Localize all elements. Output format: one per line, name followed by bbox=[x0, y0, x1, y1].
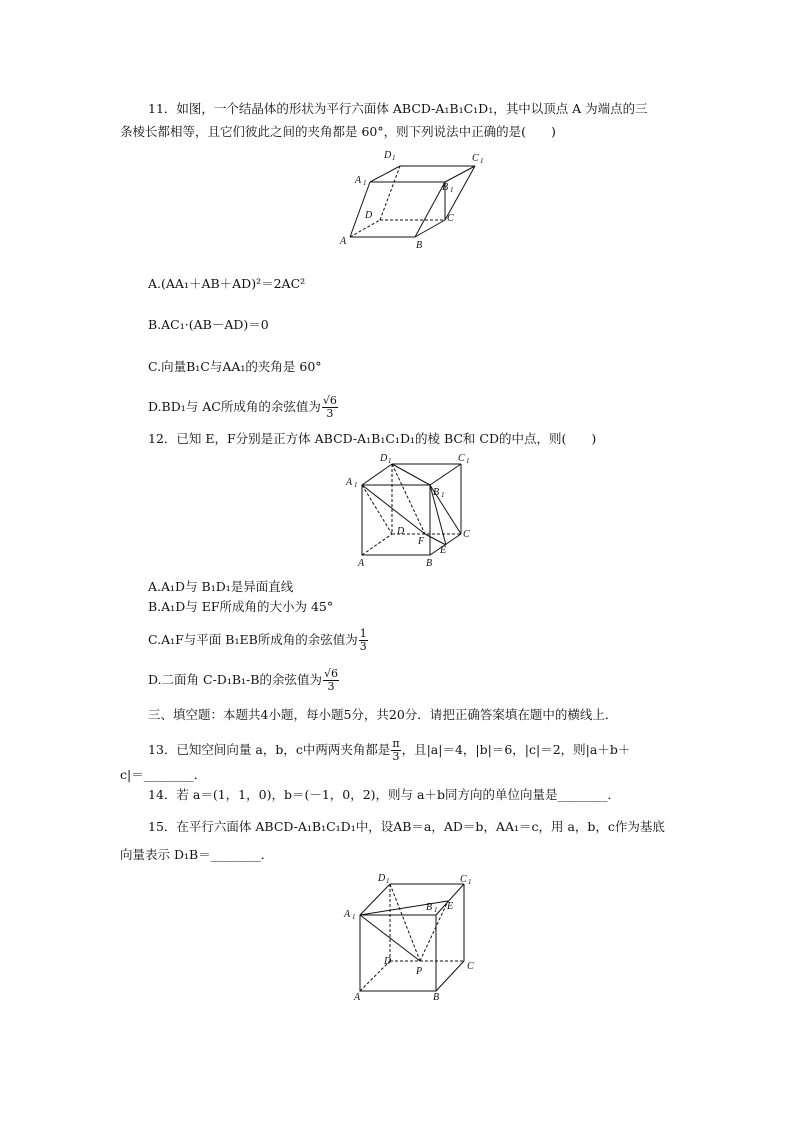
svg-text:C: C bbox=[463, 529, 470, 540]
q12-option-c-fraction bbox=[359, 628, 368, 653]
q15-parallelepiped-figure bbox=[340, 870, 480, 1000]
svg-text:C: C bbox=[460, 874, 467, 885]
q12-option-c-text: C.A₁F与平面 B₁EB所成角的余弦值为 bbox=[148, 632, 358, 647]
q12-option-d-text: D.二面角 C-D₁B₁-B的余弦值为 bbox=[148, 672, 322, 687]
svg-text:C: C bbox=[447, 213, 454, 224]
svg-text:A: A bbox=[354, 992, 361, 1000]
svg-text:1: 1 bbox=[363, 179, 367, 187]
q11-option-d-fraction bbox=[322, 395, 338, 420]
svg-text:D: D bbox=[384, 150, 392, 161]
q11-option-d-text: D.BD₁与 AC所成角的余弦值为 bbox=[148, 399, 321, 414]
svg-text:1: 1 bbox=[468, 878, 472, 886]
svg-text:B: B bbox=[426, 902, 433, 913]
q11-stem-line1: 11．如图，一个结晶体的形状为平行六面体 ABCD-A₁B₁C₁D₁，其中以顶点 A 为端点的三 bbox=[148, 101, 648, 116]
q12-option-d-fraction bbox=[323, 668, 339, 693]
q12-option-c bbox=[148, 628, 369, 653]
q12-cube-figure bbox=[340, 452, 480, 570]
svg-text:B: B bbox=[442, 182, 449, 193]
q12-option-b: B.A₁D与 EF所成角的大小为 45° bbox=[148, 599, 334, 614]
svg-text:D: D bbox=[365, 210, 373, 221]
fraction-numerator: √6 bbox=[322, 394, 337, 407]
svg-text:C: C bbox=[467, 961, 474, 972]
q12-option-d bbox=[148, 668, 340, 693]
svg-text:F: F bbox=[418, 536, 425, 547]
svg-text:1: 1 bbox=[392, 154, 396, 162]
svg-text:E: E bbox=[440, 545, 447, 556]
svg-text:A: A bbox=[344, 909, 351, 920]
q11-option-c: C.向量B₁C与AA₁的夹角是 60° bbox=[148, 359, 322, 374]
section-heading-fill-in: 三、填空题：本题共4小题，每小题5分，共20分．请把正确答案填在题中的横线上． bbox=[148, 707, 618, 722]
q12-stem: 12．已知 E，F分别是正方体 ABCD-A₁B₁C₁D₁的棱 BC和 CD的中点，则( ) bbox=[148, 431, 597, 446]
fraction-denominator: 3 bbox=[392, 750, 400, 763]
svg-text:D: D bbox=[384, 956, 392, 967]
svg-text:B: B bbox=[416, 240, 423, 251]
svg-text:C: C bbox=[458, 453, 465, 464]
q12-option-a: A.A₁D与 B₁D₁是异面直线 bbox=[148, 579, 294, 594]
fraction-denominator: 3 bbox=[327, 680, 335, 693]
q13-fraction bbox=[391, 738, 400, 763]
fraction-numerator: √6 bbox=[323, 667, 338, 680]
fraction-numerator: 1 bbox=[359, 627, 367, 640]
svg-text:P: P bbox=[416, 966, 423, 977]
svg-text:A: A bbox=[358, 558, 365, 569]
svg-text:1: 1 bbox=[450, 186, 454, 194]
q13-stem-line2: c|＝________． bbox=[120, 767, 207, 782]
svg-text:B: B bbox=[433, 487, 440, 498]
fraction-numerator: π bbox=[392, 737, 400, 750]
q11-option-d bbox=[148, 395, 339, 420]
svg-text:D: D bbox=[380, 453, 388, 464]
q11-option-b: B.AC₁·(AB－AD)＝0 bbox=[148, 317, 269, 332]
q13-text-pre: 13．已知空间向量 a，b，c中两两夹角都是 bbox=[148, 742, 391, 757]
svg-text:1: 1 bbox=[434, 906, 438, 914]
svg-text:A: A bbox=[355, 175, 362, 186]
q15-stem-line1: 15．在平行六面体 ABCD-A₁B₁C₁D₁中，设AB＝a，AD＝b，AA₁＝c，用 a，b，c作为基底 bbox=[148, 819, 665, 834]
svg-text:B: B bbox=[426, 558, 433, 569]
q11-stem-line2: 条棱长都相等，且它们彼此之间的夹角都是 60°，则下列说法中正确的是( ) bbox=[120, 124, 556, 139]
q11-parallelepiped-figure bbox=[330, 145, 490, 255]
q15-stem-line2: 向量表示 D₁B＝________． bbox=[120, 847, 274, 862]
svg-text:E: E bbox=[447, 901, 454, 912]
svg-text:1: 1 bbox=[480, 157, 484, 165]
svg-text:B: B bbox=[433, 992, 440, 1000]
svg-text:1: 1 bbox=[466, 457, 470, 465]
q14-stem: 14．若 a＝(1，1，0)，b＝(－1，0，2)，则与 a＋b同方向的单位向量是________． bbox=[148, 787, 620, 802]
svg-text:A: A bbox=[346, 477, 353, 488]
svg-text:1: 1 bbox=[441, 491, 445, 499]
svg-text:A: A bbox=[340, 236, 347, 247]
svg-text:D: D bbox=[397, 526, 405, 537]
fraction-denominator: 3 bbox=[359, 640, 367, 653]
svg-text:1: 1 bbox=[388, 457, 392, 465]
svg-text:1: 1 bbox=[352, 913, 356, 921]
q13-text-post: ，且|a|＝4，|b|＝6，|c|＝2，则|a＋b＋ bbox=[401, 742, 631, 757]
svg-text:1: 1 bbox=[386, 877, 390, 885]
svg-text:D: D bbox=[378, 873, 386, 884]
q13-stem-line1 bbox=[148, 738, 630, 763]
svg-text:1: 1 bbox=[354, 481, 358, 489]
fraction-denominator: 3 bbox=[326, 407, 334, 420]
q11-option-a: A.(AA₁＋AB＋AD)²＝2AC² bbox=[148, 276, 306, 291]
svg-text:C: C bbox=[472, 153, 479, 164]
